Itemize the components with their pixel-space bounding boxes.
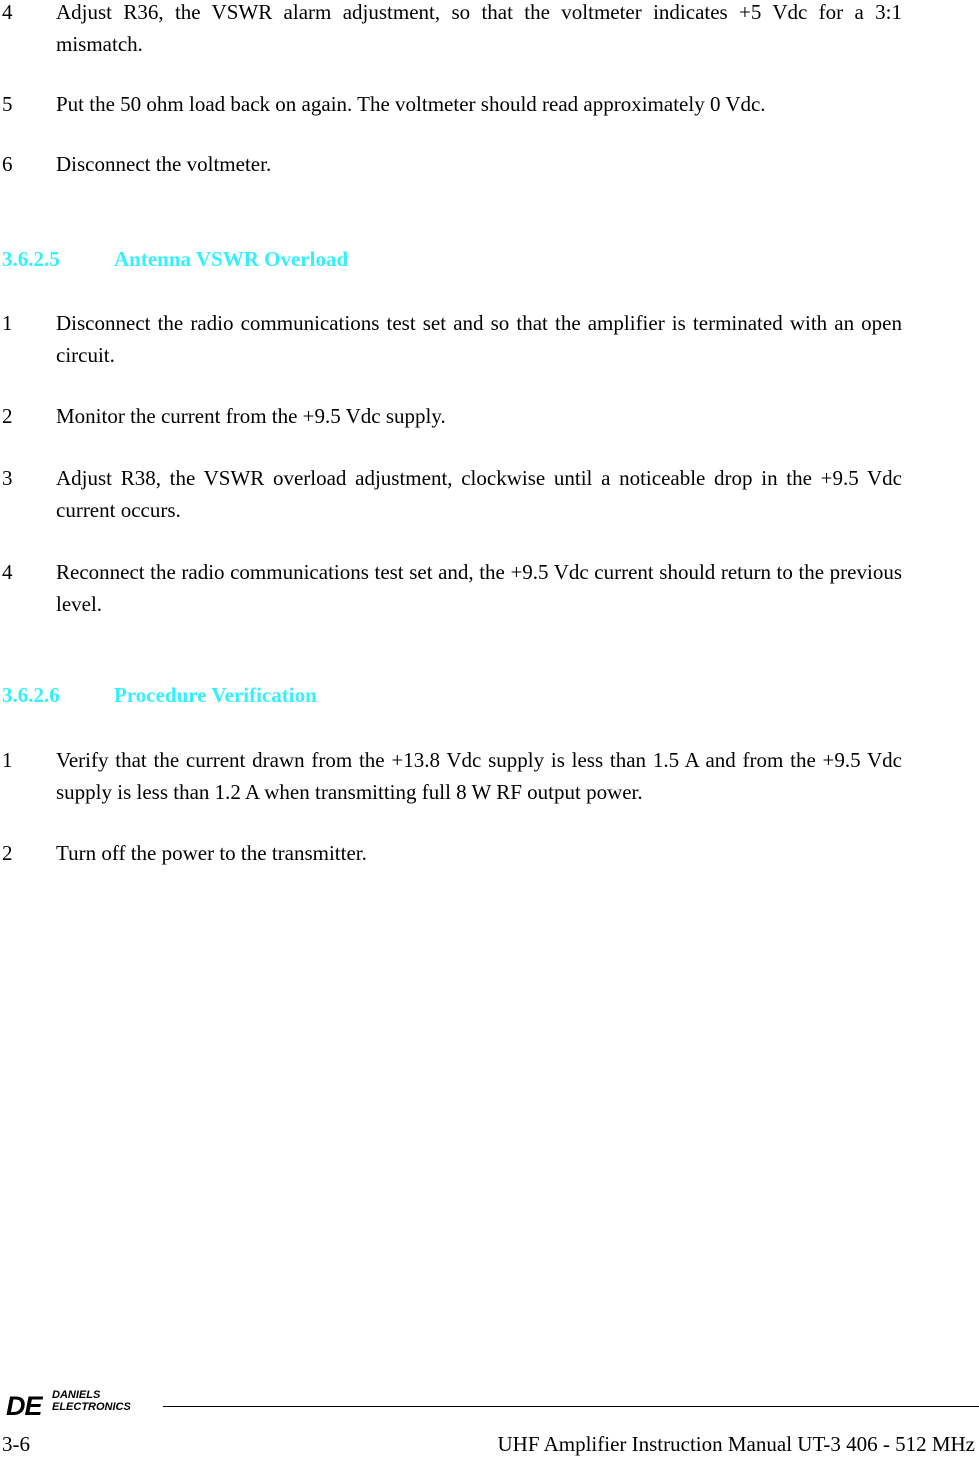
step-number: 1 [2, 311, 13, 335]
step-number: 2 [2, 404, 13, 428]
list-item [2, 88, 902, 120]
list-item [2, 556, 902, 620]
step-number: 1 [2, 748, 13, 772]
step-text: Monitor the current from the +9.5 Vdc supply. [56, 404, 446, 428]
list-item [2, 462, 902, 526]
list-item [2, 148, 902, 180]
list-item [2, 400, 902, 432]
section-title: Antenna VSWR Overload [114, 247, 349, 271]
step-text: Adjust R38, the VSWR overload adjustment, clockwise until a noticeable drop in the +9.5 Vdc current occurs. [56, 466, 902, 522]
step-text: Adjust R36, the VSWR alarm adjustment, so that the voltmeter indicates +5 Vdc for a 3:1 mismatch. [56, 0, 902, 56]
page-number: 3-6 [2, 1432, 30, 1456]
step-number: 5 [2, 92, 13, 116]
section-heading [2, 681, 317, 709]
step-number: 6 [2, 152, 13, 176]
list-item [2, 0, 902, 60]
step-number: 2 [2, 841, 13, 865]
step-text: Disconnect the voltmeter. [56, 152, 272, 176]
step-text: Put the 50 ohm load back on again. The voltmeter should read approximately 0 Vdc. [56, 92, 766, 116]
section-number: 3.6.2.6 [2, 683, 60, 707]
section-title: Procedure Verification [114, 683, 317, 707]
section-number: 3.6.2.5 [2, 247, 60, 271]
logo-initials: DE [6, 1391, 42, 1421]
list-item [2, 744, 902, 808]
logo-line-daniels: DANIELS [52, 1389, 101, 1401]
step-text: Reconnect the radio communications test set and, the +9.5 Vdc current should return to the previous level. [56, 560, 902, 616]
step-text: Verify that the current drawn from the +13.8 Vdc supply is less than 1.5 A and from the +9.5 Vdc supply is less than 1.2 A when transmitting full 8 W RF output power. [56, 748, 902, 804]
step-number: 4 [2, 0, 13, 24]
list-item [2, 837, 902, 869]
step-number: 3 [2, 466, 13, 490]
list-item [2, 307, 902, 371]
manual-title: UHF Amplifier Instruction Manual UT-3 406 - 512 MHz [497, 1432, 975, 1456]
step-text: Disconnect the radio communications test set and so that the amplifier is terminated with an open circuit. [56, 311, 902, 367]
logo-line-electronics: ELECTRONICS [52, 1401, 131, 1413]
step-text: Turn off the power to the transmitter. [56, 841, 367, 865]
footer-divider [163, 1406, 979, 1407]
step-number: 4 [2, 560, 13, 584]
section-heading [2, 245, 348, 273]
